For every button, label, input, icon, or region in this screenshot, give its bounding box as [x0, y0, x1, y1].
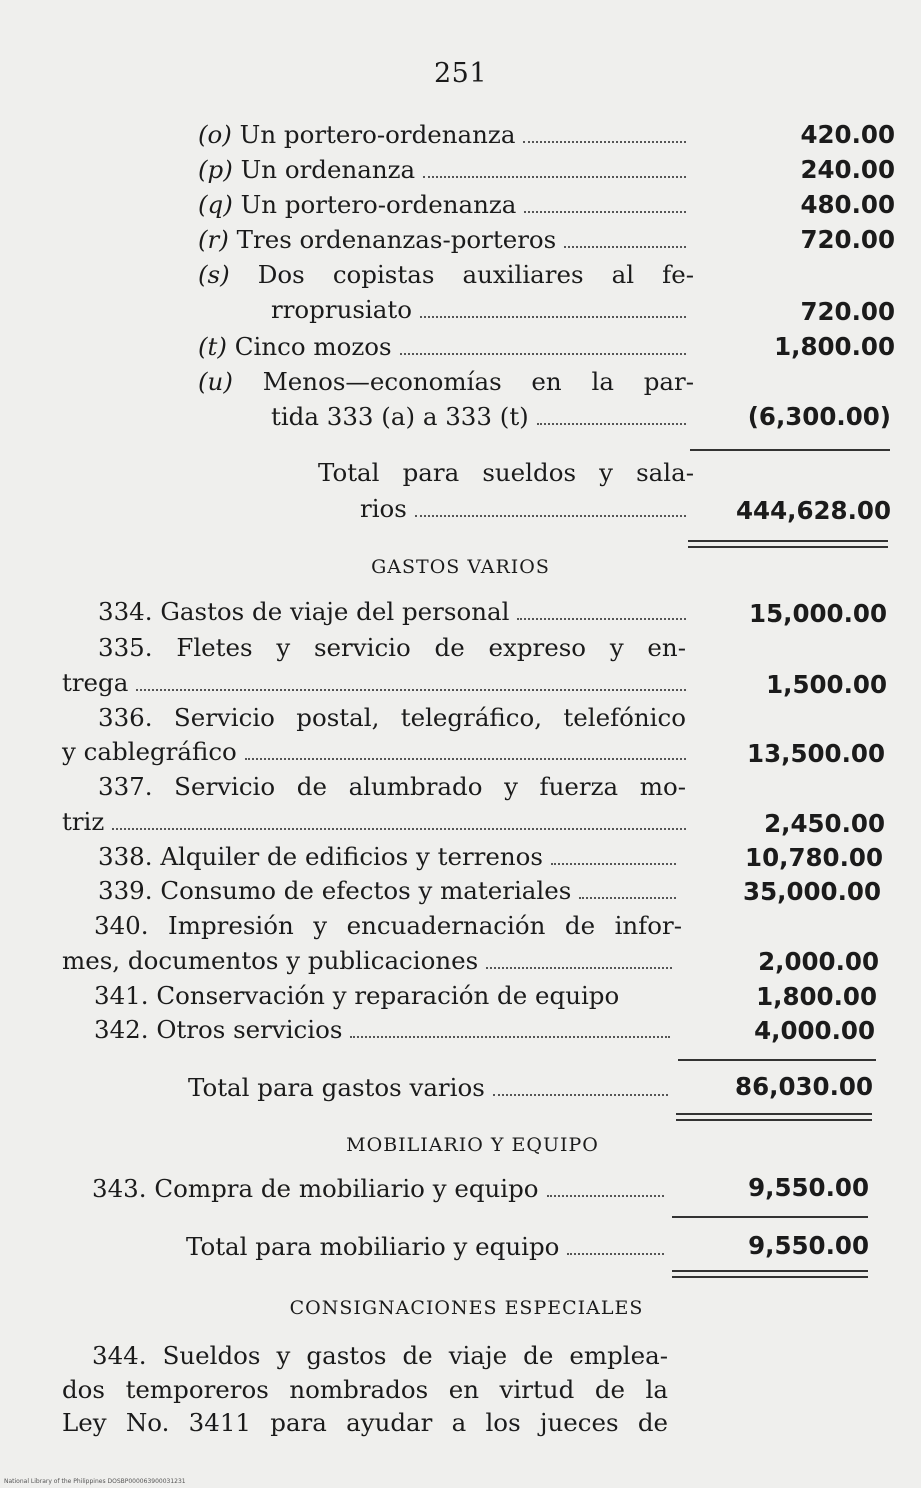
- total-mobiliario: [186, 1232, 672, 1262]
- paragraph-line: dos temporeros nombrados en virtud de la: [62, 1375, 668, 1404]
- item-amount: 9,550.00: [748, 1173, 869, 1202]
- section-heading: CONSIGNACIONES ESPECIALES: [289, 1297, 644, 1319]
- item-letter: (r): [198, 225, 229, 254]
- total-label-line: Total para sueldos y sala-: [318, 458, 694, 487]
- item-amount: 35,000.00: [743, 877, 881, 906]
- line-item: [98, 597, 694, 627]
- leader-dots: [564, 246, 686, 248]
- total-amount: 9,550.00: [748, 1231, 869, 1260]
- section-heading: GASTOS VARIOS: [371, 556, 550, 578]
- total-amount: 86,030.00: [735, 1072, 873, 1101]
- leader-dots: [493, 1094, 668, 1096]
- item-amount: 2,000.00: [758, 947, 879, 976]
- footer-watermark: National Library of the Philippines DOSBP000063900031231: [4, 1478, 186, 1485]
- item-amount: 240.00: [800, 155, 895, 184]
- item-amount: 1,800.00: [774, 332, 895, 361]
- leader-dots: [486, 967, 672, 969]
- subtotal-rule: [690, 449, 890, 451]
- item-label-line: 337. Servicio de alumbrado y fuerza mo-: [98, 772, 686, 801]
- item-amount: 1,800.00: [756, 982, 877, 1011]
- leader-dots: [400, 353, 686, 355]
- leader-dots: [547, 1195, 664, 1197]
- line-item: [62, 668, 694, 698]
- item-label: y cablegráfico: [62, 737, 237, 766]
- leader-dots: [523, 141, 686, 143]
- item-amount: 420.00: [800, 120, 895, 149]
- total-label: Total para gastos varios: [188, 1073, 485, 1102]
- item-amount: 2,450.00: [764, 809, 885, 838]
- item-label: 342. Otros servicios: [94, 1015, 343, 1044]
- subtotal-rule: [678, 1059, 876, 1061]
- item-label: 339. Consumo de efectos y materiales: [98, 876, 572, 905]
- item-label: Un portero-ordenanza: [239, 120, 516, 149]
- item-amount: 4,000.00: [754, 1016, 875, 1045]
- total-label: rios: [360, 494, 407, 523]
- item-amount: 13,500.00: [747, 739, 885, 768]
- leader-dots: [551, 863, 676, 865]
- item-label-line: [198, 260, 694, 290]
- line-item: [198, 190, 694, 220]
- line-item: [94, 1015, 678, 1045]
- leader-dots: [136, 689, 686, 691]
- paragraph-line: 344. Sueldos y gastos de viaje de emplea-: [92, 1341, 668, 1370]
- item-label-line: 335. Fletes y servicio de expreso y en-: [98, 633, 686, 662]
- item-label-line: 340. Impresión y encuadernación de infor-: [94, 911, 682, 940]
- item-amount: 720.00: [800, 225, 895, 254]
- line-item: [92, 1174, 672, 1204]
- subtotal-rule: [672, 1216, 868, 1218]
- item-letter: (o): [198, 120, 232, 149]
- item-label: Un portero-ordenanza: [240, 190, 517, 219]
- item-label: 338. Alquiler de edificios y terrenos: [98, 842, 543, 871]
- leader-dots: [567, 1253, 664, 1255]
- line-item: [98, 876, 684, 906]
- total-salaries: [360, 494, 694, 524]
- leader-dots: [517, 618, 686, 620]
- leader-dots: [579, 897, 676, 899]
- leader-dots: [524, 211, 686, 213]
- page-number: 251: [433, 58, 488, 89]
- item-label: 341. Conservación y reparación de equipo: [94, 981, 620, 1010]
- item-amount: 15,000.00: [749, 599, 887, 628]
- item-label: Menos—economías en la par-: [262, 367, 694, 396]
- item-label: trega: [62, 668, 129, 697]
- item-label-line: [198, 367, 694, 397]
- line-item: [62, 946, 680, 976]
- double-rule: [672, 1270, 868, 1278]
- leader-dots: [350, 1036, 670, 1038]
- item-amount: 1,500.00: [766, 670, 887, 699]
- leader-dots: [415, 515, 686, 517]
- line-item: [198, 332, 694, 362]
- item-amount: 720.00: [800, 297, 895, 326]
- line-item: [271, 402, 694, 432]
- section-heading: MOBILIARIO Y EQUIPO: [346, 1134, 599, 1156]
- item-letter: (p): [198, 155, 233, 184]
- item-label: rroprusiato: [271, 295, 412, 324]
- leader-dots: [420, 316, 686, 318]
- item-letter: (q): [198, 190, 233, 219]
- item-label: Un ordenanza: [240, 155, 416, 184]
- line-item: [198, 225, 694, 255]
- item-letter: (t): [198, 332, 227, 361]
- item-label-line: 336. Servicio postal, telegráfico, telefónico: [98, 703, 686, 732]
- item-letter: (s): [198, 260, 230, 289]
- item-label: 334. Gastos de viaje del personal: [98, 597, 510, 626]
- item-label: mes, documentos y publicaciones: [62, 946, 479, 975]
- line-item: [198, 155, 694, 185]
- total-label: Total para mobiliario y equipo: [186, 1232, 560, 1261]
- line-item: [198, 120, 694, 150]
- item-label: Cinco mozos: [234, 332, 392, 361]
- item-label: Dos copistas auxiliares al fe-: [257, 260, 694, 289]
- line-item: [98, 842, 684, 872]
- double-rule: [688, 540, 888, 548]
- item-amount: 480.00: [800, 190, 895, 219]
- item-label: tida 333 (a) a 333 (t): [271, 402, 529, 431]
- line-item: [62, 737, 694, 767]
- leader-dots: [537, 423, 686, 425]
- line-item: [271, 295, 694, 325]
- leader-dots: [423, 176, 686, 178]
- paragraph-line: Ley No. 3411 para ayudar a los jueces de: [62, 1408, 668, 1437]
- double-rule: [676, 1113, 872, 1121]
- line-item: [62, 807, 694, 837]
- item-label: triz: [62, 807, 105, 836]
- item-amount: 10,780.00: [745, 843, 883, 872]
- leader-dots: [112, 828, 686, 830]
- item-letter: (u): [198, 367, 233, 396]
- item-label: 343. Compra de mobiliario y equipo: [92, 1174, 539, 1203]
- item-label: Tres ordenanzas-porteros: [236, 225, 557, 254]
- total-amount: 444,628.00: [736, 496, 891, 525]
- total-gastos: [188, 1073, 676, 1103]
- line-item: [94, 981, 680, 1011]
- item-amount: (6,300.00): [747, 402, 891, 431]
- leader-dots: [245, 758, 686, 760]
